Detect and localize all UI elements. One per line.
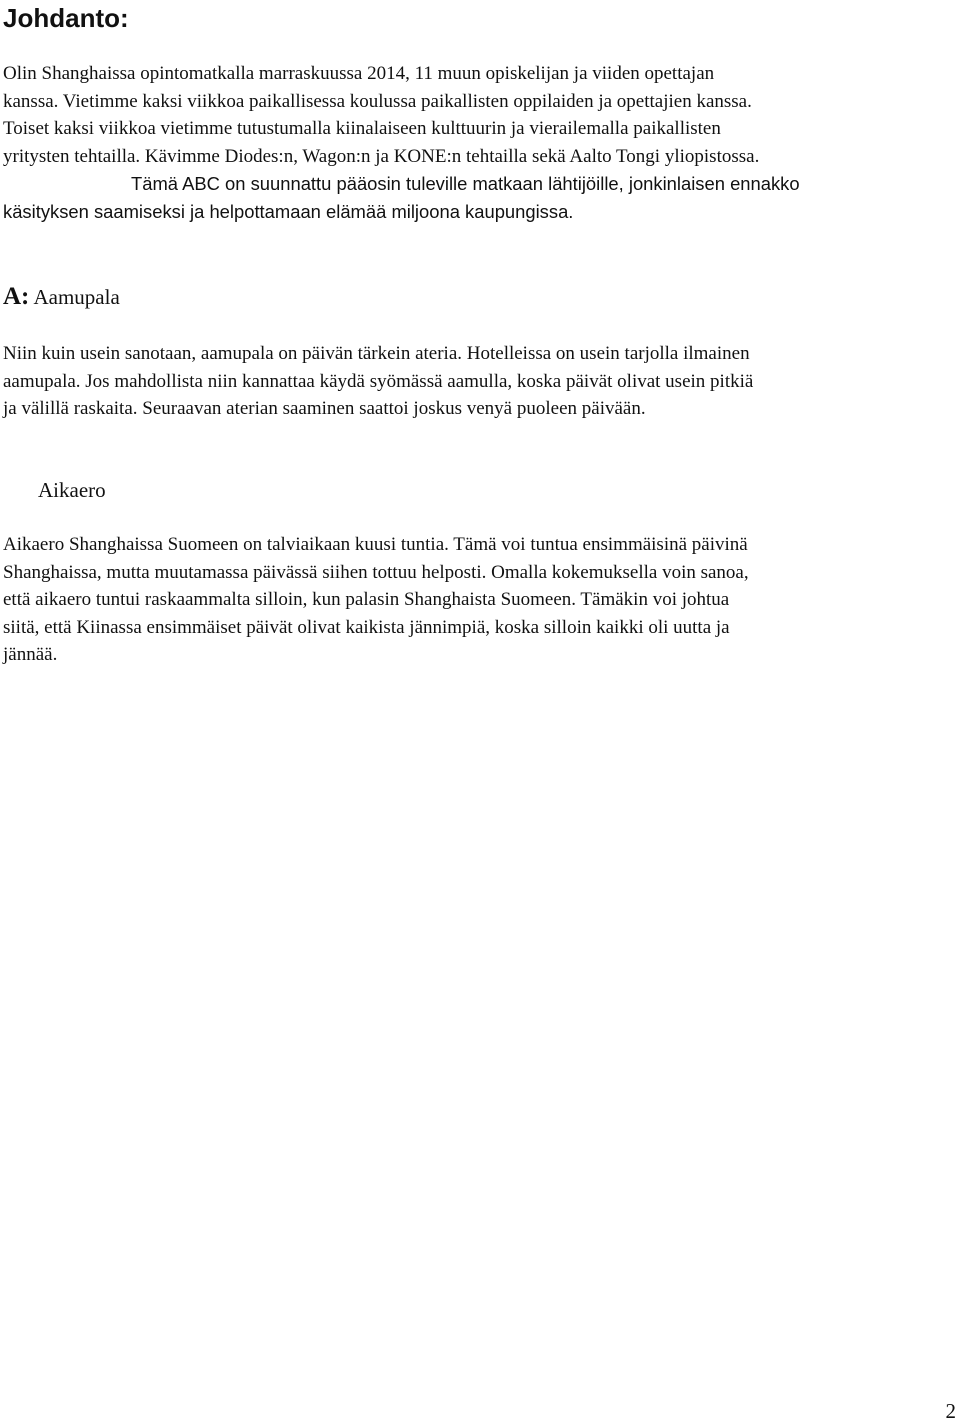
section-a-line: ja välillä raskaita. Seuraavan aterian saaminen saattoi joskus venyä puoleen päivään. xyxy=(3,398,646,420)
intro-line: kanssa. Vietimme kaksi viikkoa paikallisessa koulussa paikallisten oppilaiden ja opettajien kanssa. xyxy=(3,90,752,112)
page-heading: Johdanto: xyxy=(3,3,129,33)
intro-line: Tämä ABC on suunnattu pääosin tuleville matkaan lähtijöille, jonkinlaisen ennakko xyxy=(131,173,800,195)
section-aikaero-line: Aikaero Shanghaissa Suomeen on talviaikaan kuusi tuntia. Tämä voi tuntua ensimmäisinä päivinä xyxy=(3,534,748,555)
section-aikaero-paragraph xyxy=(3,531,955,669)
section-a-title-text: Aamupala xyxy=(33,285,120,309)
section-aikaero-line: siitä, että Kiinassa ensimmäiset päivät olivat kaikista jännimpiä, koska silloin kaikki oli uutta ja xyxy=(3,616,730,638)
section-a-title xyxy=(3,283,120,311)
section-aikaero-line: että aikaero tuntui raskaammalta silloin, kun palasin Shanghaista Suomeen. Tämäkin voi johtua xyxy=(3,589,730,611)
intro-line: Toiset kaksi viikkoa vietimme tutustumalla kiinalaiseen kulttuurin ja vierailemalla paikallisten xyxy=(3,118,721,140)
section-a-paragraph xyxy=(3,340,955,423)
section-a-letter: A: xyxy=(3,283,30,310)
intro-line: Olin Shanghaissa opintomatkalla marraskuussa 2014, 11 muun opiskelijan ja viiden opettajan xyxy=(3,63,715,84)
section-aikaero-title: Aikaero xyxy=(38,478,106,502)
intro-paragraph xyxy=(3,60,955,226)
section-aikaero-line: Shanghaissa, mutta muutamassa päivässä siihen tottuu helposti. Omalla kokemuksella voin sanoa, xyxy=(3,561,749,583)
section-a-line: Niin kuin usein sanotaan, aamupala on päivän tärkein ateria. Hotelleissa on usein tarjolla ilmainen xyxy=(3,343,750,364)
section-a-line: aamupala. Jos mahdollista niin kannattaa käydä syömässä aamulla, koska päivät olivat usein pitkiä xyxy=(3,370,754,392)
intro-line: käsityksen saamiseksi ja helpottamaan elämää miljoona kaupungissa. xyxy=(3,200,574,222)
intro-line: yritysten tehtailla. Kävimme Diodes:n, Wagon:n ja KONE:n tehtailla sekä Aalto Tongi yliopistossa. xyxy=(3,145,760,167)
page-number: 2 xyxy=(945,1399,956,1423)
section-aikaero-line: jännää. xyxy=(3,644,58,666)
